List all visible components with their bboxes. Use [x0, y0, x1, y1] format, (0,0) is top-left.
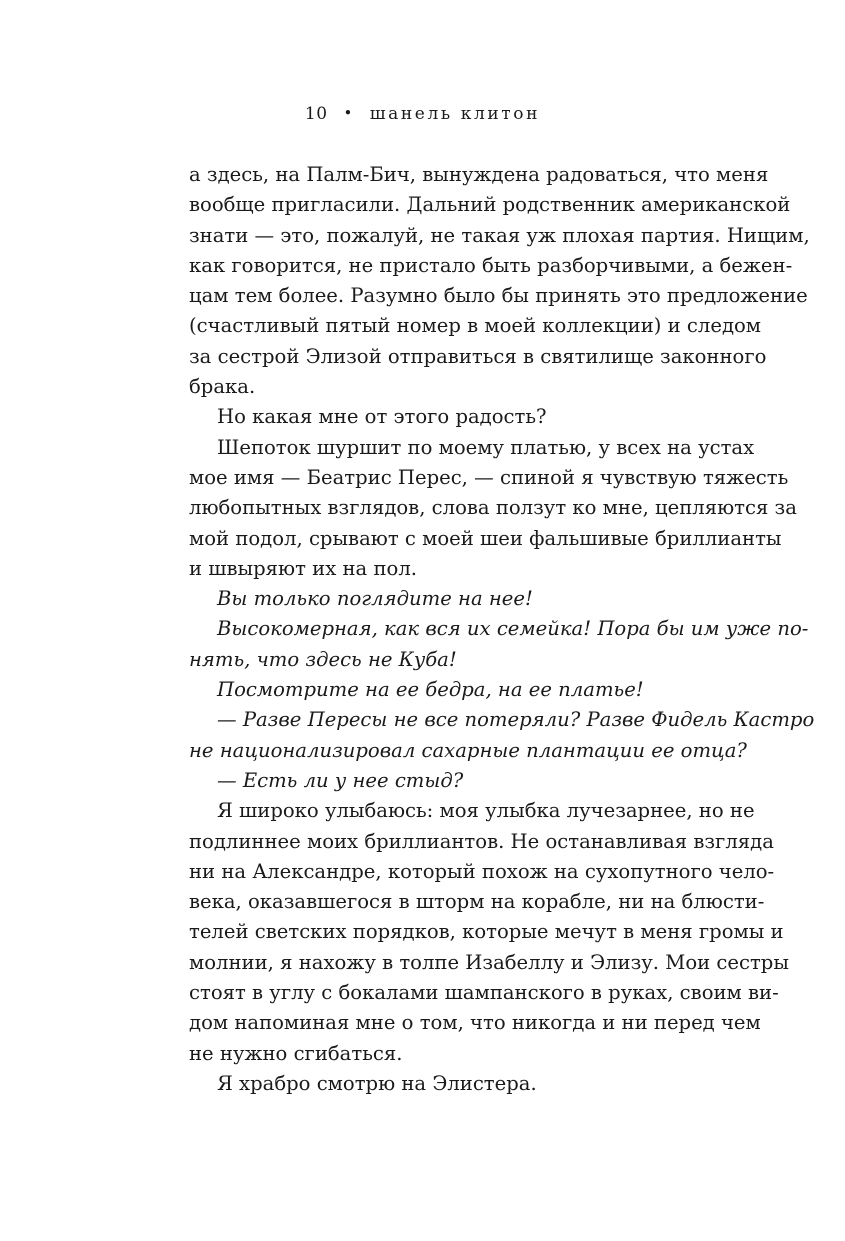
- text-line: — Разве Пересы не все потеряли? Разве Фидель Кастро: [217, 708, 815, 732]
- author-name: шанель клитон: [369, 104, 541, 124]
- text-line: Шепоток шуршит по моему платью, у всех на устах: [217, 435, 755, 459]
- text-line: Но какая мне от этого радость?: [217, 405, 547, 429]
- text-line: вообще пригласили. Дальний родственник американской: [189, 193, 791, 217]
- text-line: брака.: [189, 375, 256, 399]
- text-line: цам тем более. Разумно было бы принять это предложение: [189, 284, 808, 308]
- text-line: Посмотрите на ее бедра, на ее платье!: [217, 678, 644, 702]
- text-line: ни на Александре, который похож на сухопутного чело-: [189, 859, 775, 883]
- text-line: молнии, я нахожу в толпе Изабеллу и Элизу. Мои сестры: [189, 950, 789, 974]
- body-text: [189, 160, 815, 1099]
- text-line: века, оказавшегося в шторм на корабле, ни на блюсти-: [189, 890, 765, 914]
- page-number: 10: [304, 104, 328, 124]
- text-line: мой подол, срывают с моей шеи фальшивые бриллианты: [189, 526, 782, 550]
- text-line: дом напоминая мне о том, что никогда и ни перед чем: [189, 1011, 761, 1035]
- text-line: Я храбро смотрю на Элистера.: [217, 1071, 537, 1095]
- text-line: и швыряют их на пол.: [189, 556, 417, 580]
- text-line: а здесь, на Палм-Бич, вынуждена радоваться, что меня: [189, 163, 769, 186]
- text-line: Я широко улыбаюсь: моя улыбка лучезарнее, но не: [217, 799, 755, 823]
- running-header: [0, 104, 845, 124]
- text-line: — Есть ли у нее стыд?: [217, 768, 464, 792]
- text-line: стоят в углу с бокалами шампанского в руках, своим ви-: [189, 981, 779, 1005]
- text-line: за сестрой Элизой отправиться в святилище законного: [189, 344, 767, 368]
- header-separator: •: [343, 104, 354, 122]
- text-line: телей светских порядков, которые мечут в меня громы и: [189, 920, 784, 944]
- text-line: Высокомерная, как вся их семейка! Пора бы им уже по-: [217, 617, 809, 641]
- text-line: подлиннее моих бриллиантов. Не останавливая взгляда: [189, 829, 774, 853]
- text-line: мое имя — Беатрис Перес, — спиной я чувствую тяжесть: [189, 465, 789, 489]
- text-line: как говорится, не пристало быть разборчивыми, а бежен-: [189, 253, 793, 277]
- text-line: Вы только поглядите на нее!: [217, 587, 533, 611]
- text-line: не нужно сгибаться.: [189, 1041, 403, 1065]
- text-line: любопытных взглядов, слова ползут ко мне, цепляются за: [189, 496, 797, 520]
- text-line: знати — это, пожалуй, не такая уж плохая партия. Нищим,: [189, 223, 810, 247]
- text-line: (счастливый пятый номер в моей коллекции) и следом: [189, 314, 762, 338]
- text-line: нять, что здесь не Куба!: [189, 647, 457, 671]
- text-line: не национализировал сахарные плантации ее отца?: [189, 738, 747, 762]
